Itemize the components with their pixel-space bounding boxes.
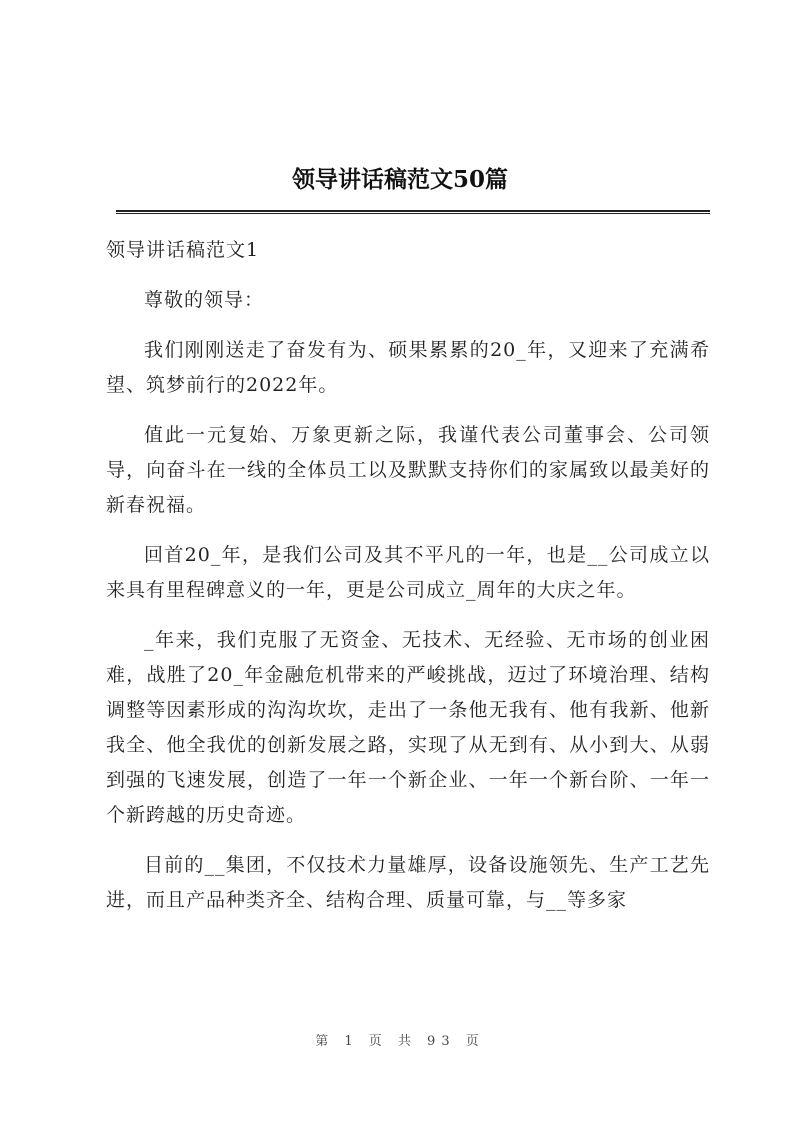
document-title: 领导讲话稿范文50篇 xyxy=(291,166,508,193)
page-footer: 第 1 页 共 93 页 xyxy=(315,1034,485,1049)
title-divider xyxy=(116,210,710,214)
paragraph: 回首20_年，是我们公司及其不平凡的一年，也是__公司成立以来具有里程碑意义的一年，更是公司成立_周年的大庆之年。 xyxy=(106,544,710,601)
paragraph: 我们刚刚送走了奋发有为、硕果累累的20_年，又迎来了充满希望、筑梦前行的2022年。 xyxy=(106,339,710,396)
paragraph: 值此一元复始、万象更新之际，我谨代表公司董事会、公司领导，向奋斗在一线的全体员工以及默默支持你们的家属致以最美好的新春祝福。 xyxy=(106,424,710,516)
document-body xyxy=(106,233,710,933)
section-heading: 领导讲话稿范文1 xyxy=(106,239,260,261)
paragraph: 目前的__集团，不仅技术力量雄厚，设备设施领先、生产工艺先进，而且产品种类齐全、结构合理、质量可靠，与__等多家 xyxy=(106,854,710,911)
salutation: 尊敬的领导： xyxy=(144,289,265,311)
paragraph: _年来，我们克服了无资金、无技术、无经验、无市场的创业困难，战胜了20_年金融危机带来的严峻挑战，迈过了环境治理、结构调整等因素形成的沟沟坎坎，走出了一条他无我有、他有我新、他新我全、他全我优的创新发展之路，实现了从无到有、从小到大、从弱到强的飞速发展，创造了一年一个新企业、一年一个新台阶、一年一个新跨越的历史奇迹。 xyxy=(106,629,710,826)
